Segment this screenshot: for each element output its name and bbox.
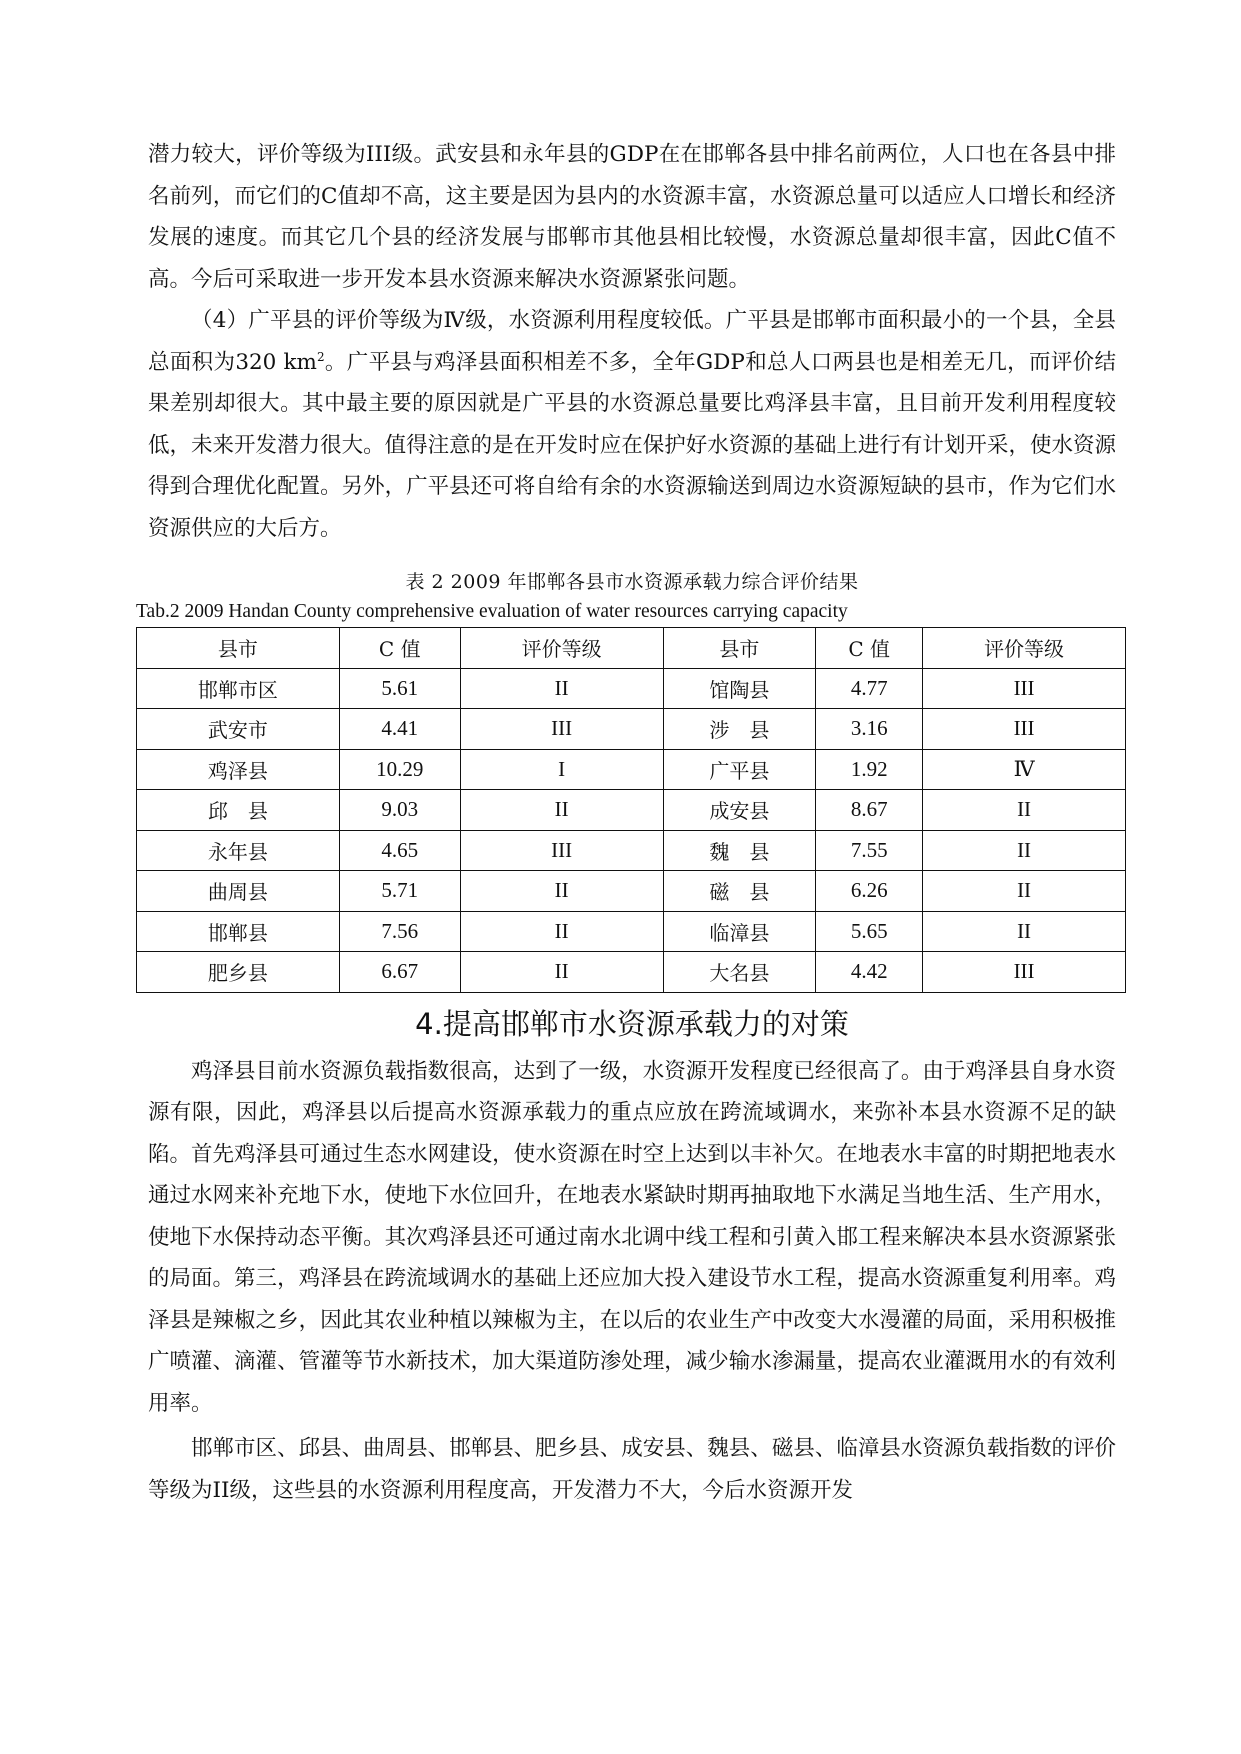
grade-cell: II [923, 830, 1126, 871]
c-value-cell: 8.67 [816, 790, 923, 831]
grade-cell: III [460, 709, 663, 750]
county-cell: 大名县 [663, 952, 816, 993]
c-value-cell: 9.03 [339, 790, 460, 831]
county-cell: 曲周县 [137, 871, 340, 912]
document-page [136, 134, 1116, 1511]
county-cell: 邯郸县 [137, 911, 340, 952]
county-cell: 肥乡县 [137, 952, 340, 993]
c-value-cell: 7.56 [339, 911, 460, 952]
paragraph-jize-strategy: 鸡泽县目前水资源负载指数很高，达到了一级，水资源开发程度已经很高了。由于鸡泽县自身水资源有限，因此，鸡泽县以后提高水资源承载力的重点应放在跨流域调水，来弥补本县水资源不足的缺陷。首先鸡泽县可通过生态水网建设，使水资源在时空上达到以丰补欠。在地表水丰富的时期把地表水通过水网来补充地下水，使地下水位回升，在地表水紧缺时期再抽取地下水满足当地生活、生产用水，使地下水保持动态平衡。其次鸡泽县还可通过南水北调中线工程和引黄入邯工程来解决本县水资源紧张的局面。第三，鸡泽县在跨流域调水的基础上还应加大投入建设节水工程，提高水资源重复利用率。鸡泽县是辣椒之乡，因此其农业种植以辣椒为主，在以后的农业生产中改变大水漫灌的局面，采用积极推广喷灌、滴灌、管灌等节水新技术，加大渠道防渗处理，减少输水渗漏量，提高农业灌溉用水的有效利用率。 [148, 1058, 1116, 1416]
county-cell: 临漳县 [663, 911, 816, 952]
county-cell: 邱 县 [137, 790, 340, 831]
grade-cell: II [460, 871, 663, 912]
grade-cell: II [923, 911, 1126, 952]
grade-cell: Ⅳ [923, 749, 1126, 790]
table-row [137, 871, 1126, 912]
header-county-right: 县市 [663, 628, 816, 669]
header-c-value-left: C 值 [339, 628, 460, 669]
table-row [137, 668, 1126, 709]
paragraph-grade-two-counties: 邯郸市区、邱县、曲周县、邯郸县、肥乡县、成安县、魏县、磁县、临漳县水资源负载指数的评价等级为II级，这些县的水资源利用程度高，开发潜力不大，今后水资源开发 [148, 1436, 1116, 1503]
c-value-cell: 6.67 [339, 952, 460, 993]
c-value-cell: 5.61 [339, 668, 460, 709]
c-value-cell: 4.42 [816, 952, 923, 993]
c-value-cell: 10.29 [339, 749, 460, 790]
header-county-left: 县市 [137, 628, 340, 669]
county-cell: 武安市 [137, 709, 340, 750]
c-value-cell: 3.16 [816, 709, 923, 750]
grade-cell: III [460, 830, 663, 871]
county-cell: 鸡泽县 [137, 749, 340, 790]
county-cell: 涉 县 [663, 709, 816, 750]
table-row [137, 709, 1126, 750]
c-value-cell: 1.92 [816, 749, 923, 790]
county-cell: 成安县 [663, 790, 816, 831]
grade-cell: III [923, 709, 1126, 750]
grade-cell: II [460, 952, 663, 993]
table-row [137, 790, 1126, 831]
table-row [137, 911, 1126, 952]
county-cell: 邯郸市区 [137, 668, 340, 709]
grade-cell: I [460, 749, 663, 790]
county-cell: 魏 县 [663, 830, 816, 871]
grade-cell: II [460, 790, 663, 831]
header-grade-right: 评价等级 [923, 628, 1126, 669]
c-value-cell: 4.77 [816, 668, 923, 709]
paragraph-guangping-text-a: （4）广平县的评价等级为Ⅳ级，水资源利用程度较低。广平县是邯郸市面积最小的一个县，全县总面积为320 km [148, 308, 1116, 375]
c-value-cell: 5.65 [816, 911, 923, 952]
table-caption-chinese: 表 2 2009 年邯郸各县市水资源承载力综合评价结果 [405, 571, 859, 593]
c-value-cell: 4.65 [339, 830, 460, 871]
county-cell: 广平县 [663, 749, 816, 790]
header-grade-left: 评价等级 [460, 628, 663, 669]
area-unit-superscript: 2 [316, 349, 325, 364]
paragraph-guangping [148, 300, 1116, 549]
table-row [137, 749, 1126, 790]
paragraph-continuation: 潜力较大，评价等级为III级。武安县和永年县的GDP在在邯郸各县中排名前两位，人口也在各县中排名前列，而它们的C值却不高，这主要是因为县内的水资源丰富，水资源总量可以适应人口增长和经济发展的速度。而其它几个县的经济发展与邯郸市其他县相比较慢，水资源总量却很丰富，因此C值不高。今后可采取进一步开发本县水资源来解决水资源紧张问题。 [148, 142, 1116, 292]
grade-cell: III [923, 952, 1126, 993]
county-cell: 永年县 [137, 830, 340, 871]
evaluation-results-table [136, 627, 1126, 993]
c-value-cell: 7.55 [816, 830, 923, 871]
table-row [137, 952, 1126, 993]
grade-cell: II [923, 790, 1126, 831]
grade-cell: III [923, 668, 1126, 709]
grade-cell: II [460, 668, 663, 709]
c-value-cell: 6.26 [816, 871, 923, 912]
table-caption-english: Tab.2 2009 Handan County comprehensive evaluation of water resources carrying capacity [136, 601, 848, 622]
header-c-value-right: C 值 [816, 628, 923, 669]
grade-cell: II [460, 911, 663, 952]
c-value-cell: 5.71 [339, 871, 460, 912]
grade-cell: II [923, 871, 1126, 912]
c-value-cell: 4.41 [339, 709, 460, 750]
table-row [137, 830, 1126, 871]
table-header-row [137, 628, 1126, 669]
county-cell: 磁 县 [663, 871, 816, 912]
paragraph-guangping-text-b: 。广平县与鸡泽县面积相差不多，全年GDP和总人口两县也是相差无几，而评价结果差别却很大。其中最主要的原因就是广平县的水资源总量要比鸡泽县丰富，且目前开发利用程度较低，未来开发潜力很大。值得注意的是在开发时应在保护好水资源的基础上进行有计划开采，使水资源得到合理优化配置。另外，广平县还可将自给有余的水资源输送到周边水资源短缺的县市，作为它们水资源供应的大后方。 [148, 349, 1116, 541]
section-heading: 4.提高邯郸市水资源承载力的对策 [415, 1006, 849, 1041]
county-cell: 馆陶县 [663, 668, 816, 709]
